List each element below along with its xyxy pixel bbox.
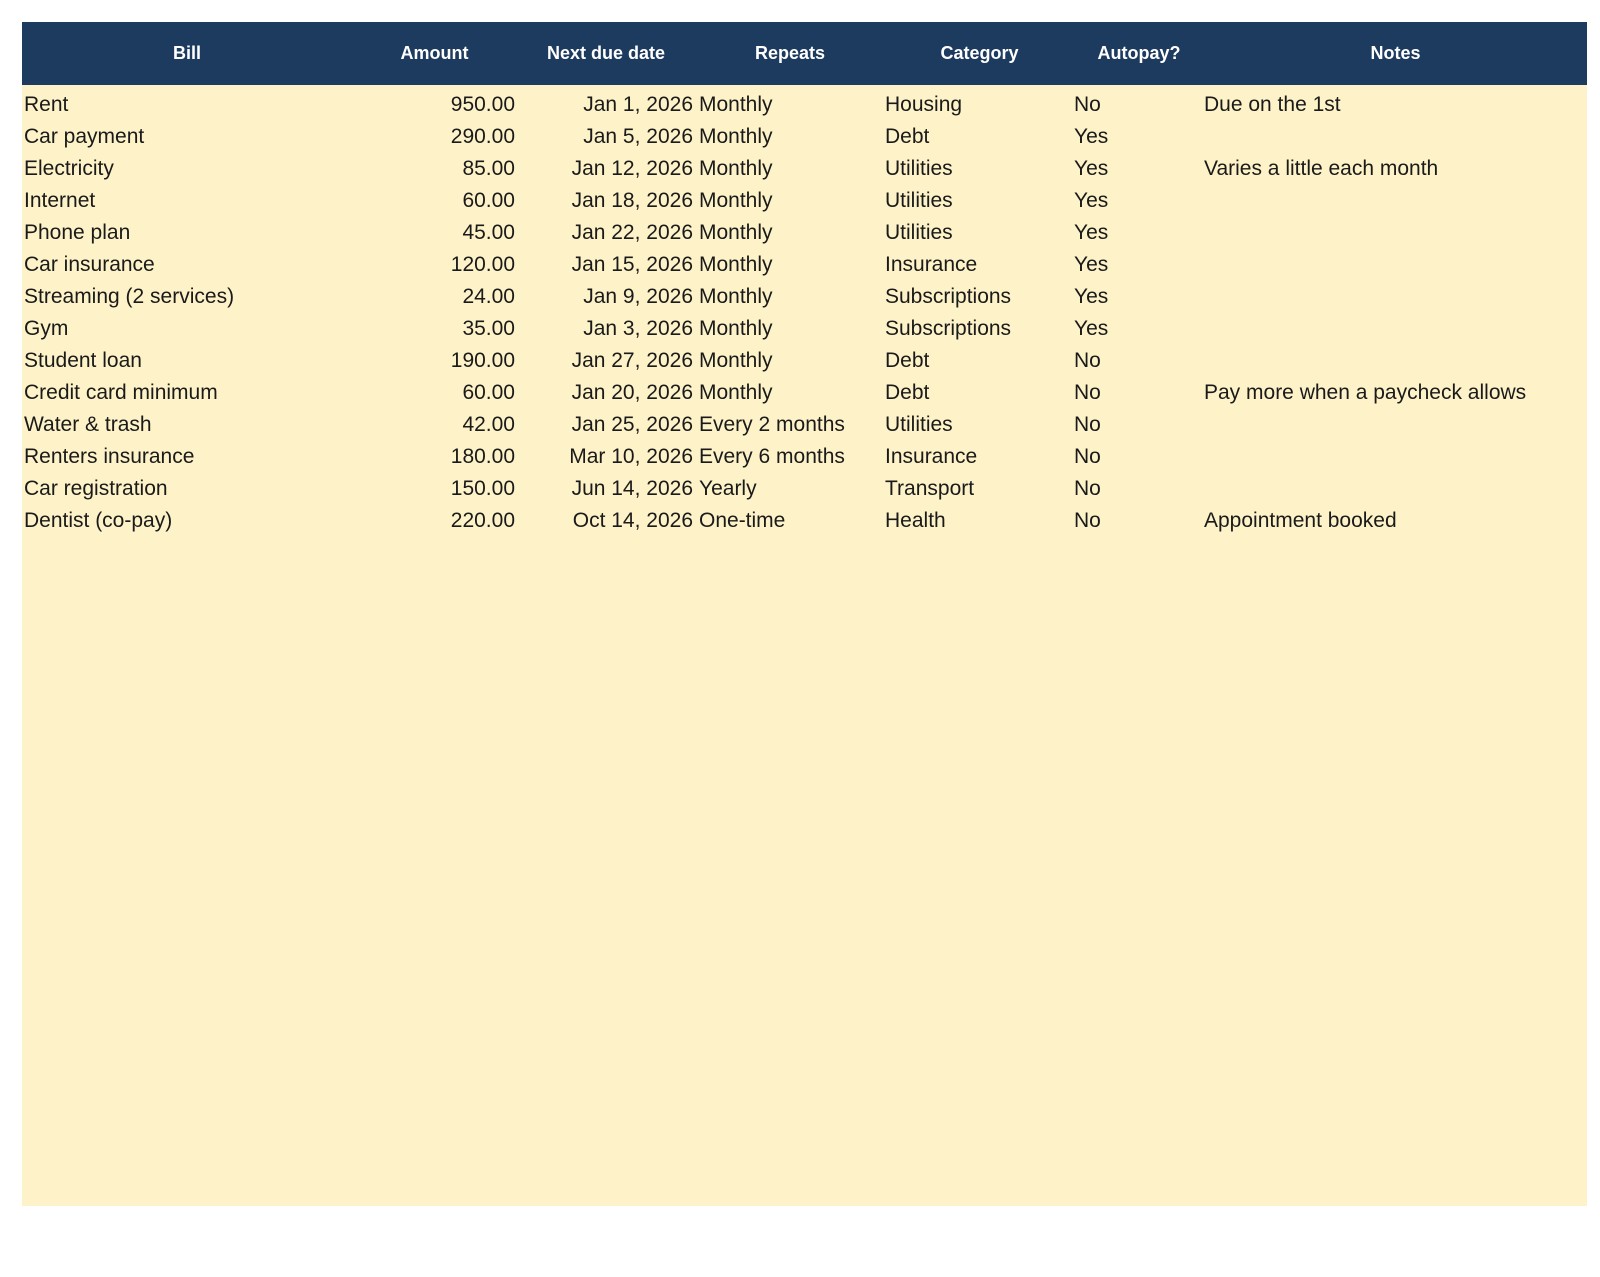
- bill-cell[interactable]: Streaming (2 services): [24, 285, 235, 308]
- category-cell[interactable]: Insurance: [885, 445, 978, 468]
- bill-cell[interactable]: Car payment: [24, 125, 145, 148]
- header-row: [22, 22, 1587, 85]
- repeats-cell[interactable]: Every 6 months: [699, 445, 845, 468]
- header-notes[interactable]: Notes: [1370, 43, 1421, 63]
- category-cell[interactable]: Utilities: [885, 157, 953, 180]
- repeats-cell[interactable]: Monthly: [699, 125, 773, 148]
- next-due-date-cell[interactable]: Jan 12, 2026: [571, 157, 693, 180]
- category-cell[interactable]: Utilities: [885, 221, 953, 244]
- notes-cell[interactable]: [1204, 313, 1587, 345]
- table-row: [22, 409, 1587, 441]
- next-due-date-cell[interactable]: Jan 18, 2026: [571, 189, 693, 212]
- autopay-cell[interactable]: Yes: [1074, 253, 1109, 276]
- repeats-cell[interactable]: Monthly: [699, 253, 773, 276]
- amount-cell[interactable]: 60.00: [462, 189, 515, 212]
- repeats-cell[interactable]: Monthly: [699, 157, 773, 180]
- autopay-cell[interactable]: Yes: [1074, 125, 1109, 148]
- amount-cell[interactable]: 42.00: [462, 413, 515, 436]
- header-repeats[interactable]: Repeats: [754, 43, 826, 63]
- table-row: [22, 505, 1587, 537]
- notes-cell[interactable]: [1204, 473, 1587, 505]
- repeats-cell[interactable]: Monthly: [699, 285, 773, 308]
- autopay-cell[interactable]: Yes: [1074, 221, 1109, 244]
- notes-cell[interactable]: [1204, 185, 1587, 217]
- bill-cell[interactable]: Student loan: [24, 349, 142, 372]
- amount-cell[interactable]: 45.00: [462, 221, 515, 244]
- bill-cell[interactable]: Internet: [24, 189, 96, 212]
- amount-cell[interactable]: 60.00: [462, 381, 515, 404]
- notes-cell[interactable]: [1204, 441, 1587, 473]
- bill-cell[interactable]: Renters insurance: [24, 445, 195, 468]
- amount-cell[interactable]: 290.00: [450, 125, 515, 148]
- notes-cell[interactable]: [1204, 121, 1587, 153]
- table-row: [22, 377, 1587, 409]
- autopay-cell[interactable]: No: [1074, 445, 1101, 468]
- header-next-due-date[interactable]: Next due date: [546, 43, 666, 63]
- bill-cell[interactable]: Car registration: [24, 477, 168, 500]
- bills-sheet: [22, 22, 1587, 1206]
- amount-cell[interactable]: 24.00: [462, 285, 515, 308]
- table-row: [22, 249, 1587, 281]
- category-cell[interactable]: Subscriptions: [885, 285, 1012, 308]
- bill-cell[interactable]: Water & trash: [24, 413, 152, 436]
- next-due-date-cell[interactable]: Jan 20, 2026: [571, 381, 693, 404]
- amount-cell[interactable]: 190.00: [450, 349, 515, 372]
- category-cell[interactable]: Debt: [885, 381, 930, 404]
- amount-cell[interactable]: 85.00: [462, 157, 515, 180]
- table-row: [22, 313, 1587, 345]
- notes-cell[interactable]: Pay more when a paycheck allows: [1204, 381, 1527, 404]
- notes-cell[interactable]: Varies a little each month: [1204, 157, 1439, 180]
- notes-cell[interactable]: [1204, 281, 1587, 313]
- header-autopay[interactable]: Autopay?: [1097, 43, 1181, 63]
- header-category[interactable]: Category: [940, 43, 1019, 63]
- next-due-date-cell[interactable]: Jan 3, 2026: [583, 317, 693, 340]
- bill-cell[interactable]: Credit card minimum: [24, 381, 218, 404]
- bill-cell[interactable]: Phone plan: [24, 221, 131, 244]
- category-cell[interactable]: Housing: [885, 93, 963, 116]
- autopay-cell[interactable]: No: [1074, 413, 1101, 436]
- amount-cell[interactable]: 150.00: [450, 477, 515, 500]
- next-due-date-cell[interactable]: Jan 22, 2026: [571, 221, 693, 244]
- category-cell[interactable]: Utilities: [885, 189, 953, 212]
- category-cell[interactable]: Debt: [885, 125, 930, 148]
- amount-cell[interactable]: 220.00: [450, 509, 515, 532]
- notes-cell[interactable]: Appointment booked: [1204, 509, 1397, 532]
- next-due-date-cell[interactable]: Jan 1, 2026: [583, 93, 693, 116]
- notes-cell[interactable]: [1204, 249, 1587, 281]
- next-due-date-cell[interactable]: Oct 14, 2026: [572, 509, 693, 532]
- table-row: [22, 85, 1587, 121]
- bill-cell[interactable]: Dentist (co-pay): [24, 509, 173, 532]
- repeats-cell[interactable]: One-time: [699, 509, 786, 532]
- table-row: [22, 121, 1587, 153]
- category-cell[interactable]: Insurance: [885, 253, 978, 276]
- category-cell[interactable]: Subscriptions: [885, 317, 1012, 340]
- category-cell[interactable]: Utilities: [885, 413, 953, 436]
- next-due-date-cell[interactable]: Jan 27, 2026: [571, 349, 693, 372]
- repeats-cell[interactable]: Monthly: [699, 349, 773, 372]
- next-due-date-cell[interactable]: Jan 9, 2026: [583, 285, 693, 308]
- header-amount[interactable]: Amount: [400, 43, 469, 63]
- autopay-cell[interactable]: Yes: [1074, 285, 1109, 308]
- amount-cell[interactable]: 35.00: [462, 317, 515, 340]
- repeats-cell[interactable]: Monthly: [699, 317, 773, 340]
- autopay-cell[interactable]: No: [1074, 93, 1101, 116]
- notes-cell[interactable]: [1204, 409, 1587, 441]
- table-row: [22, 153, 1587, 185]
- bill-cell[interactable]: Gym: [24, 317, 69, 340]
- next-due-date-cell[interactable]: Jan 25, 2026: [571, 413, 693, 436]
- table-row: [22, 217, 1587, 249]
- next-due-date-cell[interactable]: Jan 5, 2026: [583, 125, 693, 148]
- header-bill[interactable]: Bill: [172, 43, 201, 63]
- repeats-cell[interactable]: Monthly: [699, 221, 773, 244]
- notes-cell[interactable]: Due on the 1st: [1204, 93, 1341, 116]
- repeats-cell[interactable]: Monthly: [699, 381, 773, 404]
- repeats-cell[interactable]: Monthly: [699, 189, 773, 212]
- repeats-cell[interactable]: Every 2 months: [699, 413, 845, 436]
- next-due-date-cell[interactable]: Jan 15, 2026: [571, 253, 693, 276]
- autopay-cell[interactable]: Yes: [1074, 189, 1109, 212]
- repeats-cell[interactable]: Monthly: [699, 93, 773, 116]
- table-row: [22, 281, 1587, 313]
- autopay-cell[interactable]: No: [1074, 349, 1101, 372]
- bill-cell[interactable]: Electricity: [24, 157, 114, 180]
- table-row: [22, 473, 1587, 505]
- autopay-cell[interactable]: No: [1074, 509, 1101, 532]
- next-due-date-cell[interactable]: Mar 10, 2026: [569, 445, 693, 468]
- amount-cell[interactable]: 180.00: [450, 445, 515, 468]
- autopay-cell[interactable]: No: [1074, 381, 1101, 404]
- table-row: [22, 441, 1587, 473]
- table-row: [22, 345, 1587, 377]
- bills-table: [22, 22, 1587, 537]
- autopay-cell[interactable]: Yes: [1074, 317, 1109, 340]
- notes-cell[interactable]: [1204, 217, 1587, 249]
- autopay-cell[interactable]: No: [1074, 477, 1101, 500]
- table-row: [22, 185, 1587, 217]
- bill-cell[interactable]: Car insurance: [24, 253, 155, 276]
- autopay-cell[interactable]: Yes: [1074, 157, 1109, 180]
- amount-cell[interactable]: 120.00: [450, 253, 515, 276]
- bill-cell[interactable]: Rent: [24, 93, 69, 116]
- category-cell[interactable]: Health: [885, 509, 946, 532]
- amount-cell[interactable]: 950.00: [450, 93, 515, 116]
- next-due-date-cell[interactable]: Jun 14, 2026: [571, 477, 693, 500]
- repeats-cell[interactable]: Yearly: [699, 477, 757, 500]
- notes-cell[interactable]: [1204, 345, 1587, 377]
- category-cell[interactable]: Debt: [885, 349, 930, 372]
- category-cell[interactable]: Transport: [885, 477, 975, 500]
- table-body: [22, 85, 1587, 537]
